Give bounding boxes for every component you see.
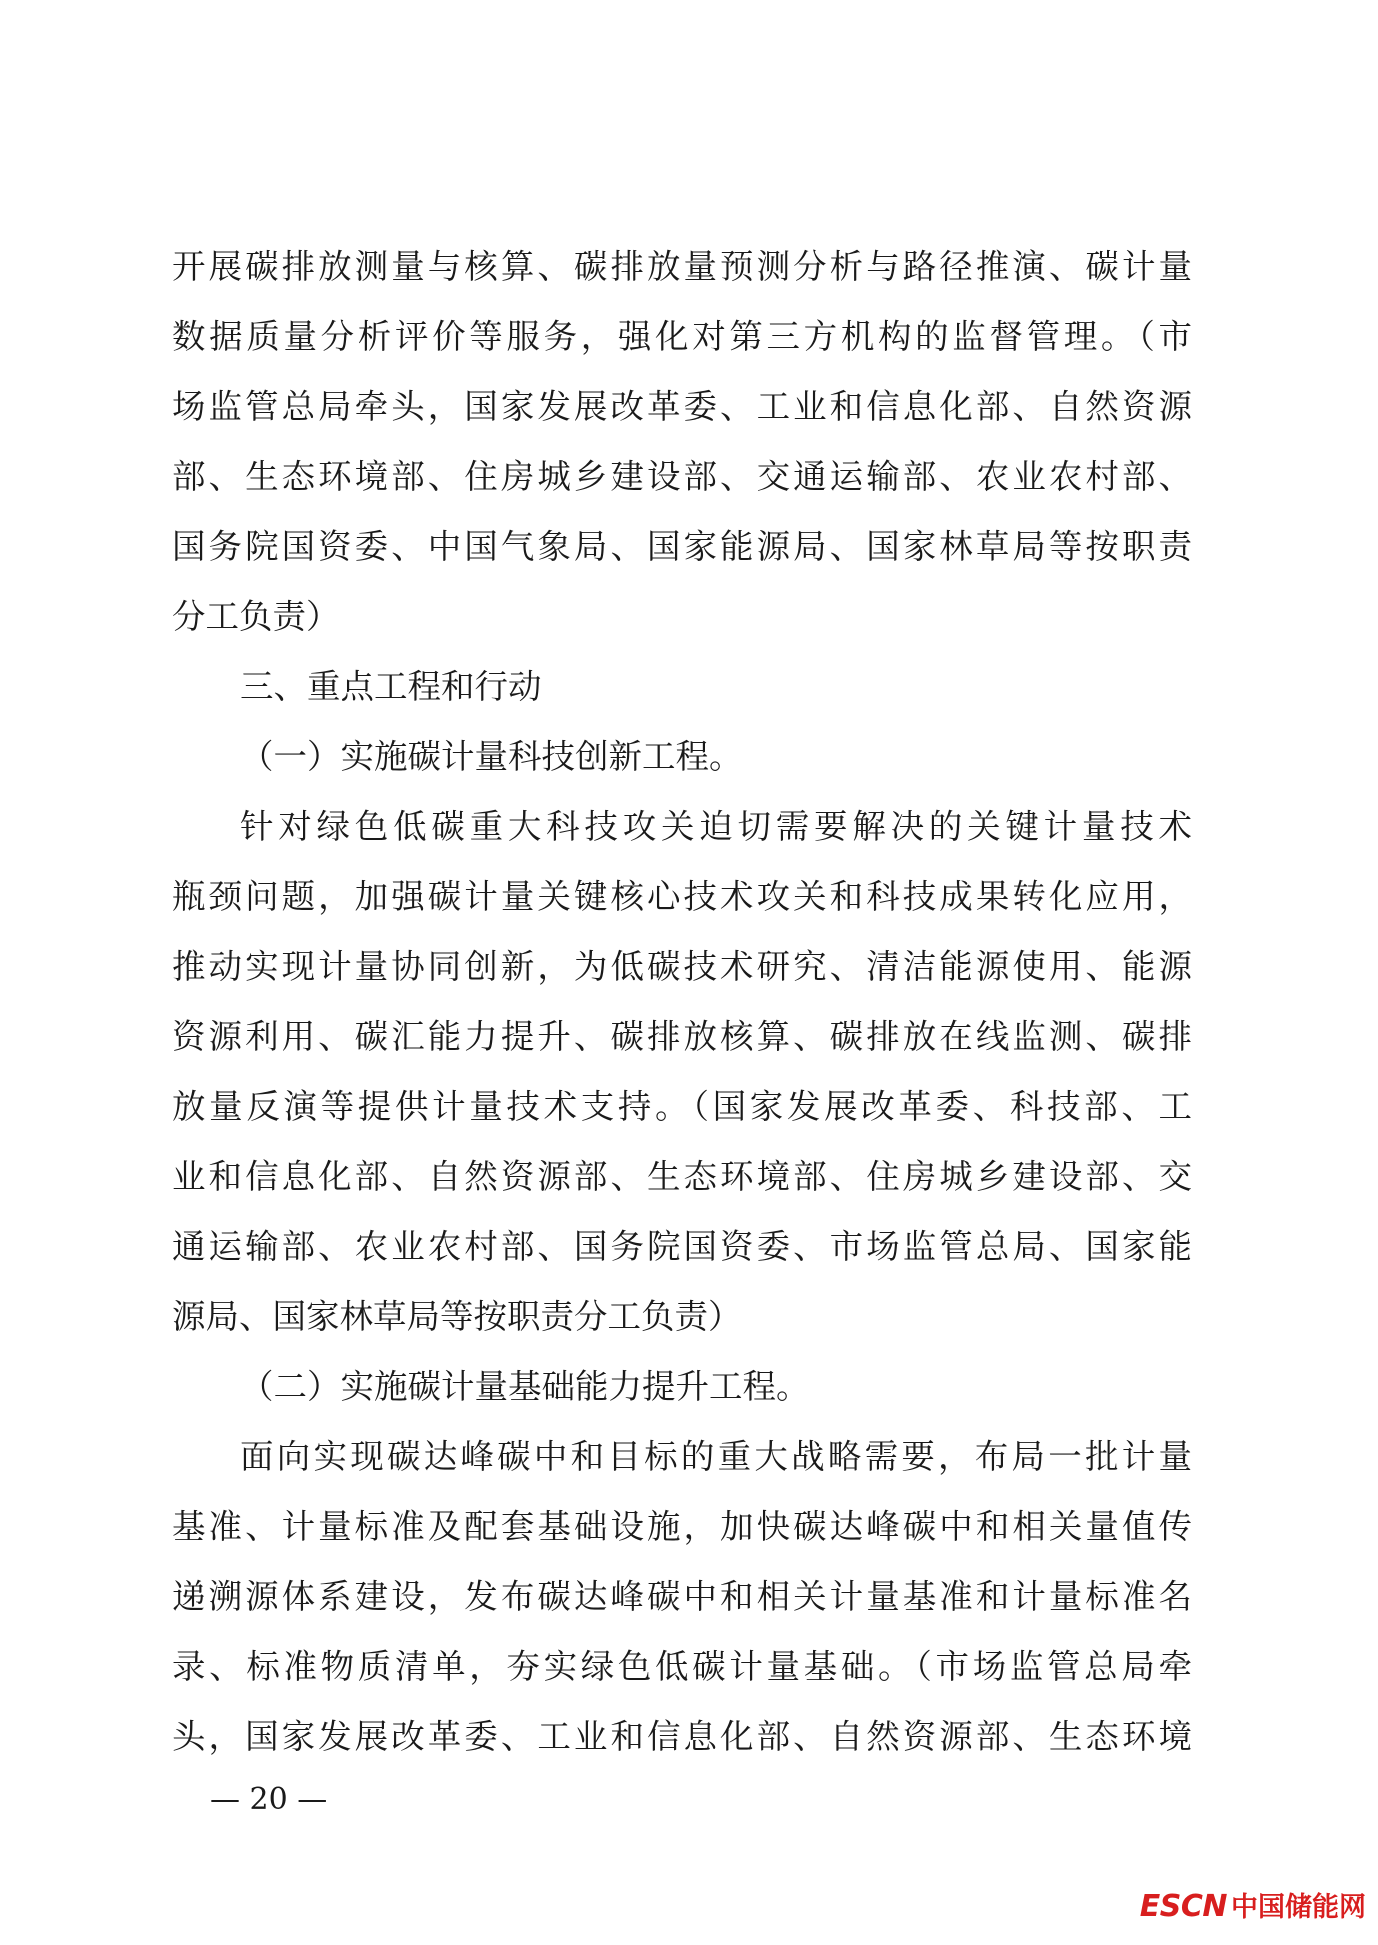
paragraph-3-line: 头，国家发展改革委、工业和信息化部、自然资源部、生态环境 bbox=[172, 1717, 1192, 1756]
paragraph-1-line: 国务院国资委、中国气象局、国家能源局、国家林草局等按职责 bbox=[172, 527, 1192, 566]
paragraph-2-line: 源局、国家林草局等按职责分工负责） bbox=[172, 1297, 742, 1336]
page-number: — 20 — bbox=[210, 1782, 328, 1817]
document-body bbox=[172, 232, 1192, 1772]
paragraph-2-line: 放量反演等提供计量技术支持。（国家发展改革委、科技部、工 bbox=[172, 1087, 1192, 1126]
watermark-cjk-text: 中国储能网 bbox=[1231, 1892, 1366, 1923]
watermark-latin-text: ESCN bbox=[1139, 1889, 1227, 1924]
paragraph-3-line: 基准、计量标准及配套基础设施，加快碳达峰碳中和相关量值传 bbox=[172, 1507, 1192, 1546]
paragraph-1-line: 开展碳排放测量与核算、碳排放量预测分析与路径推演、碳计量 bbox=[172, 247, 1192, 286]
paragraph-1-line: 分工负责） bbox=[172, 597, 340, 636]
paragraph-2-line: 资源利用、碳汇能力提升、碳排放核算、碳排放在线监测、碳排 bbox=[172, 1017, 1192, 1056]
paragraph-3-line: 递溯源体系建设，发布碳达峰碳中和相关计量基准和计量标准名 bbox=[172, 1577, 1192, 1616]
paragraph-2-line: 推动实现计量协同创新，为低碳技术研究、清洁能源使用、能源 bbox=[172, 947, 1192, 986]
paragraph-1-line: 部、生态环境部、住房城乡建设部、交通运输部、农业农村部、 bbox=[172, 457, 1192, 496]
paragraph-2-line: 瓶颈问题，加强碳计量关键核心技术攻关和科技成果转化应用， bbox=[172, 877, 1192, 916]
paragraph-2-line: 针对绿色低碳重大科技攻关迫切需要解决的关键计量技术 bbox=[240, 807, 1192, 846]
subsection-1-title: （一）实施碳计量科技创新工程。 bbox=[240, 737, 743, 776]
escn-watermark bbox=[1140, 1887, 1366, 1927]
paragraph-3-line: 面向实现碳达峰碳中和目标的重大战略需要，布局一批计量 bbox=[240, 1437, 1192, 1476]
paragraph-2-line: 业和信息化部、自然资源部、生态环境部、住房城乡建设部、交 bbox=[172, 1157, 1192, 1196]
subsection-2-title: （二）实施碳计量基础能力提升工程。 bbox=[240, 1367, 810, 1406]
section-heading: 三、重点工程和行动 bbox=[240, 667, 542, 706]
paragraph-2-line: 通运输部、农业农村部、国务院国资委、市场监管总局、国家能 bbox=[172, 1227, 1192, 1266]
paragraph-1-line: 场监管总局牵头，国家发展改革委、工业和信息化部、自然资源 bbox=[172, 387, 1192, 426]
paragraph-3-line: 录、标准物质清单，夯实绿色低碳计量基础。（市场监管总局牵 bbox=[172, 1647, 1192, 1686]
paragraph-1-line: 数据质量分析评价等服务，强化对第三方机构的监督管理。（市 bbox=[172, 317, 1192, 356]
